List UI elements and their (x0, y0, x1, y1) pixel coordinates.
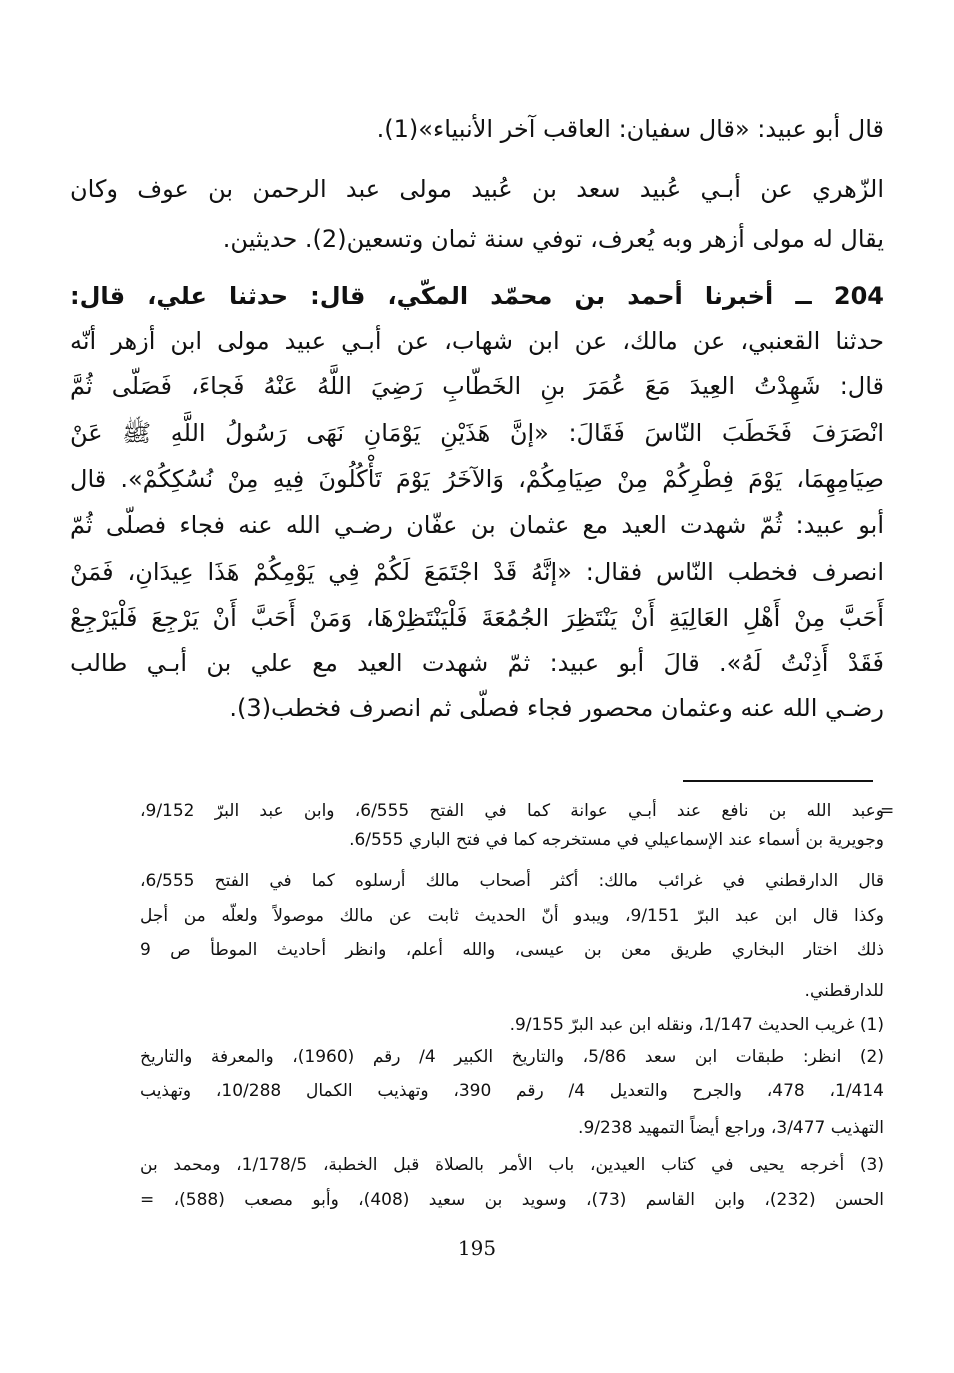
footnote-line-1: وعبد الله بن نافع عند أبـي عوانة كما في الفتح 6/555، وابن عبد البرّ 9/152، (140, 801, 884, 821)
page-number: 195 (457, 1236, 497, 1260)
footnote-2-line-3: التهذيب 3/477، وراجع أيضاً التمهيد 9/238. (578, 1118, 884, 1138)
footnote-line-4: وكذا قال ابن عبد البرّ 9/151، ويبدو أنّ الحديث ثابت عن مالك موصولاً ولعلّه من أجل (140, 906, 884, 926)
body-line-9: أبو عبيد: ثُمّ شهدت العيد مع عثمان بن عفّان رضـي الله عنه فجاء فصلّى ثُمّ (70, 511, 884, 539)
body-line-8: صِيَامِهِمَا، يَوْمَ فِطْرِكُمْ مِنْ صِيَامِكُمْ، وَالآخَرُ يَوْمَ تَأْكُلُونَ فِيهِ مِنْ نُسُكِكُمْ». قال (70, 465, 884, 493)
body-line-3: يقال له مولى أزهر وبه يُعرف، توفي سنة ثمان وتسعين(2). حديثين. (222, 225, 884, 253)
footnote-line-5: ذلك اختار البخاري طريق معن بن عيسى، والله أعلم، وانظر أحاديث الموطأ ص 9 (140, 940, 884, 960)
body-line-10: انصرف فخطب النّاس فقال: «إنَّهُ قَدْ اجْتَمَعَ لَكُمْ فِي يَوْمِكُمْ هَذَا عِيدَانِ، فَمَنْ (70, 558, 884, 586)
continuation-marker: = (880, 801, 895, 821)
body-line-1: قال أبو عبيد: «قال سفيان: العاقب آخر الأنبياء»(1). (376, 115, 884, 143)
body-line-7: انْصَرَفَ فَخَطَبَ النّاسَ فَقَالَ: «إنَّ هَذَيْنِ يَوْمَانِ نَهَى رَسُولُ اللَّهِ ﷺ عَنْ (70, 419, 884, 447)
body-line-2: الزّهري عن أبـي عُبيد سعد بن عُبيد مولى عبد الرحمن بن عوف وكان (70, 175, 884, 203)
body-line-6: قال: شَهِدْتُ العِيدَ مَعَ عُمَرَ بنِ الخَطّابِ رَضِيَ اللَّهُ عَنْهُ فَجاءَ، فَصَلّى ثُمَّ (70, 372, 884, 400)
footnote-3-line-2: الحسن (232)، وابن القاسم (73)، وسويد بن سعيد (408)، وأبو مصعب (588)، = (140, 1190, 884, 1210)
body-line-12: فَقَدْ أَذِنْتُ لَهُ». قالَ أبو عبيد: ثمّ شهدت العيد مع علي بن أبـي طالب (70, 649, 884, 677)
footnote-2-line-1: (2) انظر: طبقات ابن سعد 5/86، والتاريخ الكبير 4/ رقم (1960)، والمعرفة والتاريخ (140, 1047, 885, 1067)
footnote-line-3: قال الدارقطني في غرائب مالك: أكثر أصحاب مالك أرسلوه كما في الفتح 6/555، (140, 871, 884, 891)
footnote-line-2: وجويرية بن أسماء عند الإسماعيلي في مستخرجه كما في فتح الباري 6/555. (349, 830, 884, 850)
body-line-hadith-number: 204 ــ أخبرنا أحمد بن محمّد المكّي، قال: حدثنا علي، قال: (70, 282, 884, 310)
footnote-1: (1) غريب الحديث 1/147، ونقله ابن عبد البرّ 9/155. (509, 1015, 884, 1035)
footnote-separator (683, 780, 873, 782)
body-line-11: أَحَبَّ مِنْ أَهْلِ العَالِيَةِ أَنْ يَنْتَظِرَ الجُمُعَةَ فَلْيَنْتَظِرْهَا، وَمَنْ أَحَبَّ أَنْ يَرْجِعَ فَلْيَرْجِعْ (70, 604, 884, 632)
footnote-line-6: للدارقطني. (804, 981, 884, 1001)
body-line-5: حدثنا القعنبي، عن مالك، عن ابن شهاب، عن أبـي عبيد مولى ابن أزهر أنّه (70, 327, 884, 355)
footnote-2-line-2: 1/414، 478، والجرح والتعديل 4/ رقم 390، وتهذيب الكمال 10/288، وتهذيب (140, 1081, 884, 1101)
body-line-13: رضـي الله عنه وعثمان محصور فجاء فصلّى ثم انصرف فخطب(3). (229, 694, 884, 722)
footnote-3-line-1: (3) أخرجه يحيى في كتاب العيدين، باب الأمر بالصلاة قبل الخطبة، 1/178/5، ومحمد بن (140, 1155, 885, 1175)
